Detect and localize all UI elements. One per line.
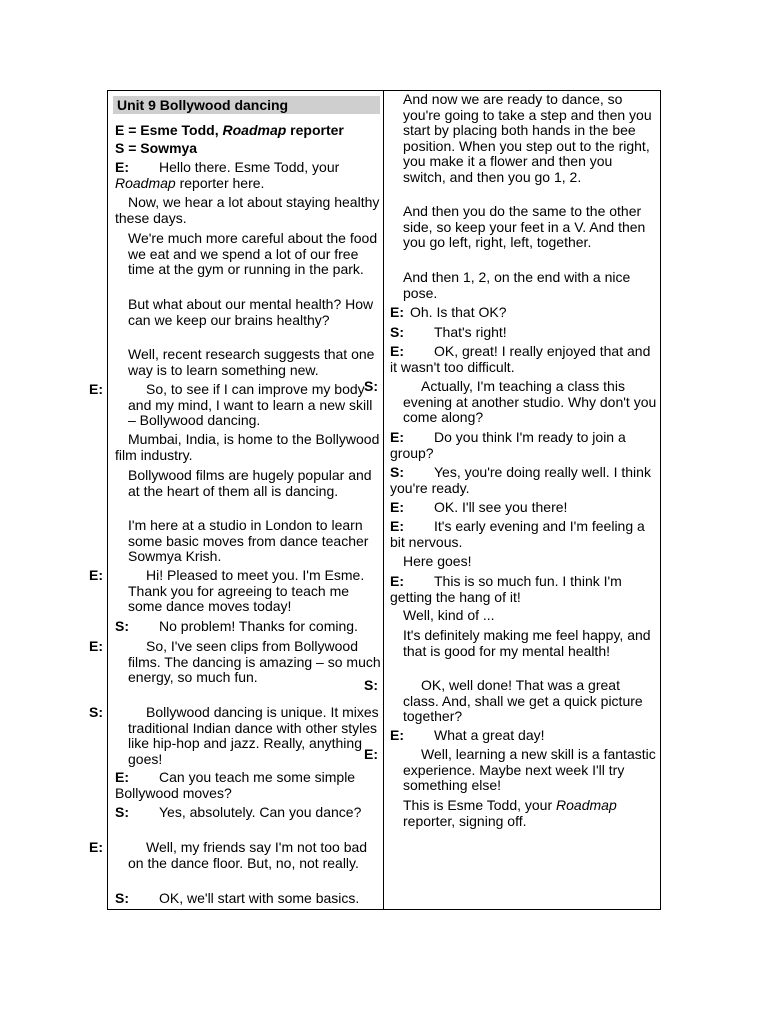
- line-r12: E: This is so much fun. I think I'm getting the hang of it!: [390, 573, 622, 605]
- line-l6: Mumbai, India, is home to the Bollywood film industry.: [115, 431, 380, 463]
- line-r7: E: Do you think I'm ready to join a group?: [390, 429, 626, 461]
- line-l9: E: Hi! Pleased to meet you. I'm Esme. Thank you for agreeing to teach me some dance moves today!: [89, 567, 365, 615]
- left-column: [89, 91, 384, 909]
- line-r10: E: It's early evening and I'm feeling a bit nervous.: [390, 518, 645, 550]
- line-r8: S: Yes, you're doing really well. I think you're ready.: [390, 464, 651, 496]
- line-l1: Now, we hear a lot about staying healthy these days.: [115, 194, 380, 226]
- line-l12: S: Bollywood dancing is unique. It mixes traditional Indian dance with other styles like hip-hop and jazz. Really, anything goes!: [89, 704, 379, 767]
- line-l15: E: Well, my friends say I'm not too bad on the dance floor. But, no, not really.: [89, 839, 368, 871]
- line-l16: S: OK, we'll start with some basics.: [115, 890, 360, 906]
- line-l14: S: Yes, absolutely. Can you dance?: [115, 804, 362, 820]
- line-l3: But what about our mental health? How can we keep our brains healthy?: [128, 296, 374, 328]
- right-column: [364, 91, 660, 909]
- line-l7: Bollywood films are hugely popular and at the heart of them all is dancing.: [128, 467, 372, 499]
- line-l5: E: So, to see if I can improve my body and my mind, I want to learn a new skill – Bollywood dancing.: [89, 381, 373, 429]
- line-r13: Well, kind of ...: [403, 607, 495, 623]
- line-r18: This is Esme Todd, your Roadmap reporter, signing off.: [403, 797, 617, 829]
- cast-esme: E = Esme Todd, Roadmap reporter: [115, 122, 344, 138]
- line-l10: S: No problem! Thanks for coming.: [115, 618, 358, 634]
- line-r9: E: OK. I'll see you there!: [390, 499, 568, 515]
- line-l11: E: So, I've seen clips from Bollywood films. The dancing is amazing – so much energy, so much fun.: [89, 638, 381, 686]
- cast-sowmya: S = Sowmya: [115, 140, 198, 156]
- line-r17: E: Well, learning a new skill is a fantastic experience. Maybe next week I'll try something else!: [364, 746, 656, 794]
- line-l2: We're much more careful about the food we eat and we spend a lot of our free time at the gym or running in the park.: [128, 230, 378, 278]
- line-r11: Here goes!: [403, 553, 472, 569]
- line-r4: S: That's right!: [390, 324, 507, 340]
- line-r16: E: What a great day!: [390, 727, 545, 743]
- line-r2: And then 1, 2, on the end with a nice pose.: [403, 269, 631, 301]
- line-r0: And now we are ready to dance, so you're going to take a step and then you start by placing both hands in the bee position. When you step out to the right, you make it a flower and then you switch, and then you go 1, 2.: [403, 91, 652, 185]
- line-r3: E: Oh. Is that OK?: [390, 304, 507, 320]
- line-l0: E: Hello there. Esme Todd, your Roadmap reporter here.: [115, 159, 340, 191]
- unit-title: Unit 9 Bollywood dancing: [113, 96, 380, 114]
- line-r6: S: Actually, I'm teaching a class this evening at another studio. Why don't you come along?: [364, 378, 657, 426]
- line-r15: S: OK, well done! That was a great class. And, shall we get a quick picture together?: [364, 677, 643, 725]
- transcript-table: [89, 90, 661, 910]
- line-l13: E: Can you teach me some simple Bollywood moves?: [115, 769, 356, 801]
- line-l4: Well, recent research suggests that one way is to learn something new.: [128, 346, 375, 378]
- line-r1: And then you do the same to the other side, so keep your feet in a V. And then you go left, right, left, together.: [403, 203, 646, 251]
- line-r5: E: OK, great! I really enjoyed that and it wasn't too difficult.: [390, 343, 651, 375]
- line-r14: It's definitely making me feel happy, and that is good for my mental health!: [403, 627, 651, 659]
- line-l8: I'm here at a studio in London to learn some basic moves from dance teacher Sowmya Krish.: [128, 517, 369, 565]
